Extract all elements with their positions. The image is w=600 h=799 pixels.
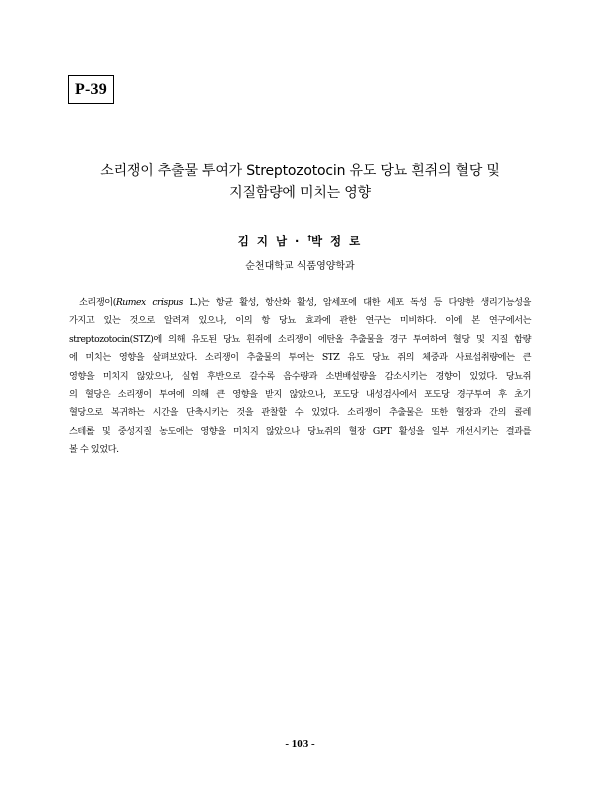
abstract-line xyxy=(69,294,531,312)
abstract-line: 스테롤 및 중성지질 농도에는 영향을 미치지 않았으나 당뇨쥐의 혈장 GPT 활성을 일부 개선시키는 결과를 xyxy=(69,425,531,437)
title-line-2: 지질함량에 미치는 영향 xyxy=(229,185,371,201)
abstract-line: 의 혈당은 소리쟁이 투여에 의해 큰 영향을 받지 않았으나, 포도당 내성검사에서 포도당 경구투여 후 초기 xyxy=(69,388,531,400)
abstract-line: 볼 수 있었다. xyxy=(69,444,119,456)
abstract-text: L.)는 항균 활성, 항산화 활성, 암세포에 대한 세포 독성 등 다양한 생리기능성을 xyxy=(182,297,531,308)
abstract-text: 소리쟁이( xyxy=(79,297,116,308)
author-second: 박 정 로 xyxy=(310,234,363,248)
abstract-body xyxy=(69,294,531,460)
abstract-line: 에 미치는 영향을 살펴보았다. 소리쟁이 추출물의 투여는 STZ 유도 당뇨 쥐의 체중과 사료섭취량에는 큰 xyxy=(69,352,531,364)
author-first: 김 지 남 · xyxy=(237,234,308,248)
abstract-line: 가지고 있는 것으로 알려져 있으나, 이의 항 당뇨 효과에 관한 연구는 미비하다. 이에 본 연구에서는 xyxy=(69,315,531,327)
affiliation: 순천대학교 식품영양학과 xyxy=(245,261,355,272)
poster-id: P-39 xyxy=(75,80,107,98)
title-line-1: 소리쟁이 추출물 투여가 Streptozotocin 유도 당뇨 흰쥐의 혈당 및 xyxy=(100,163,500,179)
poster-id-box xyxy=(68,75,114,104)
page-number: - 103 - xyxy=(285,738,315,750)
abstract-line: 혈당으로 복귀하는 시간을 단축시키는 것을 관찰할 수 있었다. 소리쟁이 추출물은 또한 혈장과 간의 콜레 xyxy=(69,407,531,419)
abstract-line: streptozotocin(STZ)에 의해 유도된 당뇨 흰쥐에 소리쟁이 에탄올 추출물을 경구 투여하여 혈당 및 지질 함량 xyxy=(69,333,531,345)
paper-title xyxy=(30,160,570,204)
corresponding-author-mark: † xyxy=(307,234,311,242)
authors xyxy=(0,233,600,249)
scientific-name: Rumex crispus xyxy=(115,297,183,308)
abstract-line: 영향을 미치지 않았으나, 실험 후반으로 갈수록 음수량과 소변배설량을 감소시키는 경향이 있었다. 당뇨쥐 xyxy=(69,370,531,382)
